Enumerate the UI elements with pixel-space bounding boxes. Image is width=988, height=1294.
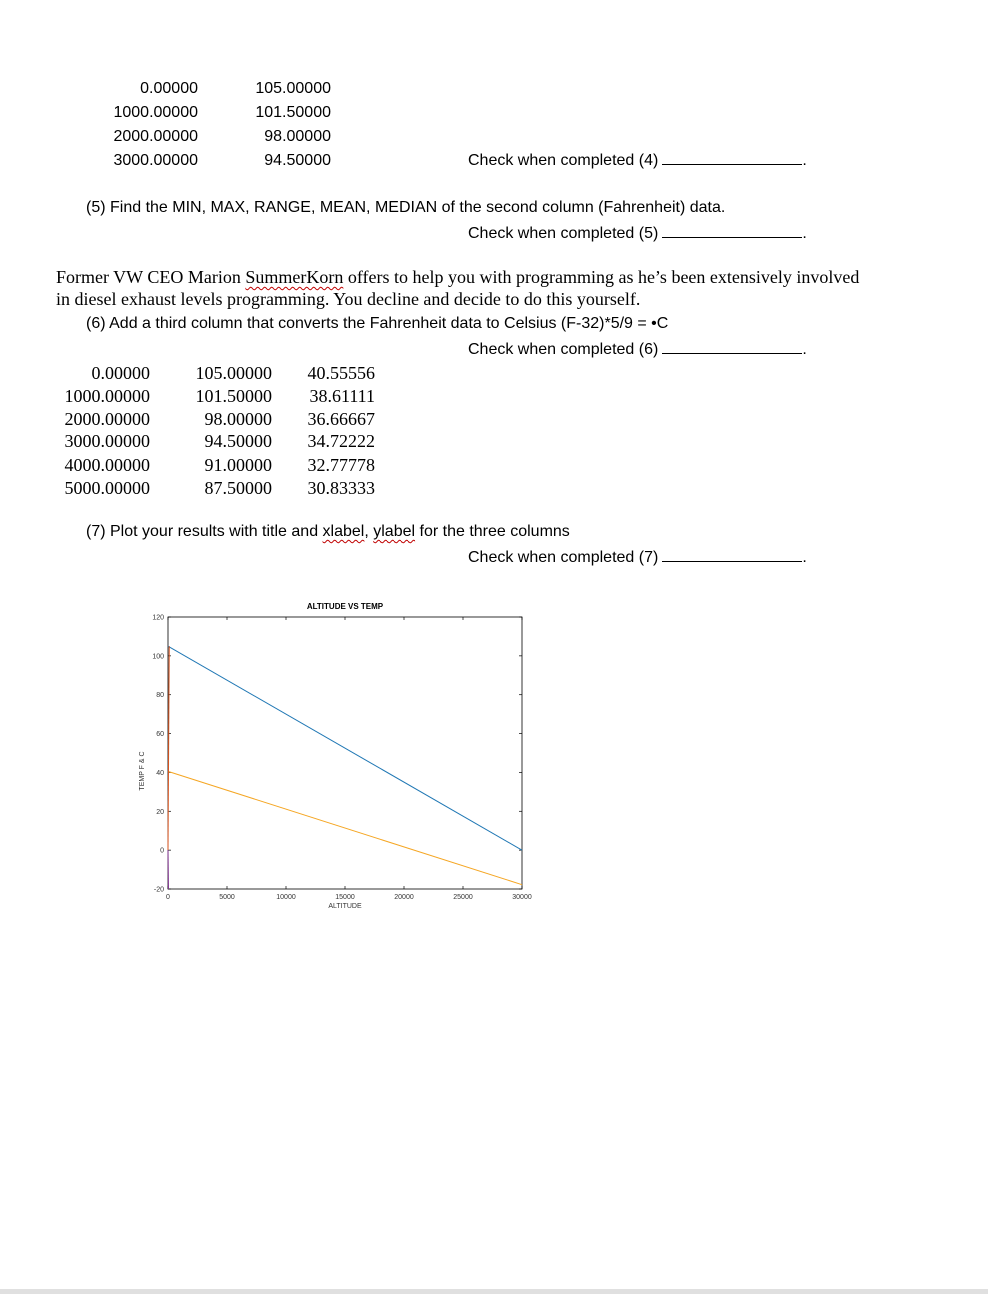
step-7-text: ,: [364, 523, 374, 540]
y-tick-label: 20: [156, 808, 164, 816]
check-line-6: Check when completed (6) .: [468, 341, 807, 358]
altitude-temp-chart: [130, 595, 550, 920]
table-cell: 94.50000: [204, 431, 272, 451]
ylabel-word: ylabel: [373, 523, 416, 540]
x-tick-label: 30000: [512, 894, 532, 901]
table-cell: 5000.00000: [64, 478, 150, 498]
step-5-instruction: (5) Find the MIN, MAX, RANGE, MEAN, MEDIAN of the second column (Fahrenheit) data.: [86, 199, 726, 216]
x-tick-label: 0: [166, 894, 170, 901]
table-cell: 2000.00000: [64, 409, 150, 429]
table-cell: 105.00000: [255, 80, 331, 97]
paragraph-text: offers to help you with programming as he’s been extensively involved: [343, 267, 860, 287]
series-line-celsius: [168, 771, 522, 884]
x-axis-label: ALTITUDE: [328, 903, 362, 910]
table-cell: 30.83333: [307, 478, 375, 498]
y-tick-label: -20: [153, 886, 164, 894]
x-tick-label: 10000: [276, 894, 296, 901]
table-cell: 1000.00000: [64, 386, 150, 406]
check-blank-7[interactable]: [662, 547, 802, 562]
table-cell: 101.50000: [255, 104, 331, 121]
x-tick-label: 5000: [219, 894, 235, 901]
table-cell: 40.55556: [307, 363, 375, 383]
table-cell: 4000.00000: [64, 455, 150, 475]
check-line-4: Check when completed (4) .: [468, 152, 807, 169]
check-line-7: Check when completed (7) .: [468, 549, 807, 566]
step-7-instruction: [86, 523, 570, 541]
table-cell: 91.00000: [204, 455, 272, 475]
page-bottom-edge: [0, 1289, 988, 1294]
y-axis-label: TEMP F & C: [139, 751, 146, 791]
table-cell: 0.00000: [91, 363, 150, 383]
check-label-5: Check when completed (5): [468, 225, 659, 242]
x-tick-label: 25000: [453, 894, 473, 901]
step-7-text: for the three columns: [415, 523, 570, 540]
table-cell: 38.61111: [309, 386, 375, 406]
check-label-7: Check when completed (7): [468, 549, 659, 566]
step-6-instruction: (6) Add a third column that converts the Fahrenheit data to Celsius (F-32)*5/9 = •C: [86, 315, 669, 332]
check-label-4: Check when completed (4): [468, 152, 659, 169]
misspelled-name: SummerKorn: [245, 267, 344, 287]
x-tick-label: 15000: [335, 894, 355, 901]
paragraph-line-2: in diesel exhaust levels programming. You decline and decide to do this yourself.: [56, 289, 641, 309]
chart-title: ALTITUDE VS TEMP: [306, 602, 384, 611]
table-cell: 98.00000: [204, 409, 272, 429]
table-cell: 101.50000: [195, 386, 272, 406]
table-cell: 32.77778: [307, 455, 375, 475]
y-tick-label: 40: [156, 769, 164, 777]
table-cell: 98.00000: [264, 128, 331, 145]
step-7-text: (7) Plot your results with title and: [86, 523, 323, 540]
table-cell: 0.00000: [140, 80, 198, 97]
table-cell: 87.50000: [204, 478, 272, 498]
table-cell: 94.50000: [264, 152, 331, 169]
x-tick-label: 20000: [394, 894, 414, 901]
y-tick-label: 100: [152, 653, 164, 661]
table-cell: 3000.00000: [113, 152, 198, 169]
series-line-fahrenheit: [168, 646, 522, 850]
table-cell: 3000.00000: [64, 431, 150, 451]
table-cell: 105.00000: [195, 363, 272, 383]
y-tick-label: 0: [160, 847, 164, 855]
check-line-5: Check when completed (5) .: [468, 225, 807, 242]
check-blank-4[interactable]: [662, 150, 802, 165]
table-cell: 34.72222: [307, 431, 375, 451]
xlabel-word: xlabel: [322, 523, 365, 540]
check-label-6: Check when completed (6): [468, 341, 659, 358]
paragraph-text: Former VW CEO Marion: [56, 267, 246, 287]
paragraph-line-1: [56, 267, 859, 288]
plot-frame: [168, 617, 522, 889]
check-blank-6[interactable]: [662, 339, 802, 354]
y-tick-label: 60: [156, 731, 164, 739]
table-cell: 36.66667: [307, 409, 375, 429]
y-tick-label: 120: [152, 614, 164, 622]
table-cell: 1000.00000: [113, 104, 198, 121]
table-cell: 2000.00000: [113, 128, 198, 145]
check-blank-5[interactable]: [662, 223, 802, 238]
y-tick-label: 80: [156, 692, 164, 700]
